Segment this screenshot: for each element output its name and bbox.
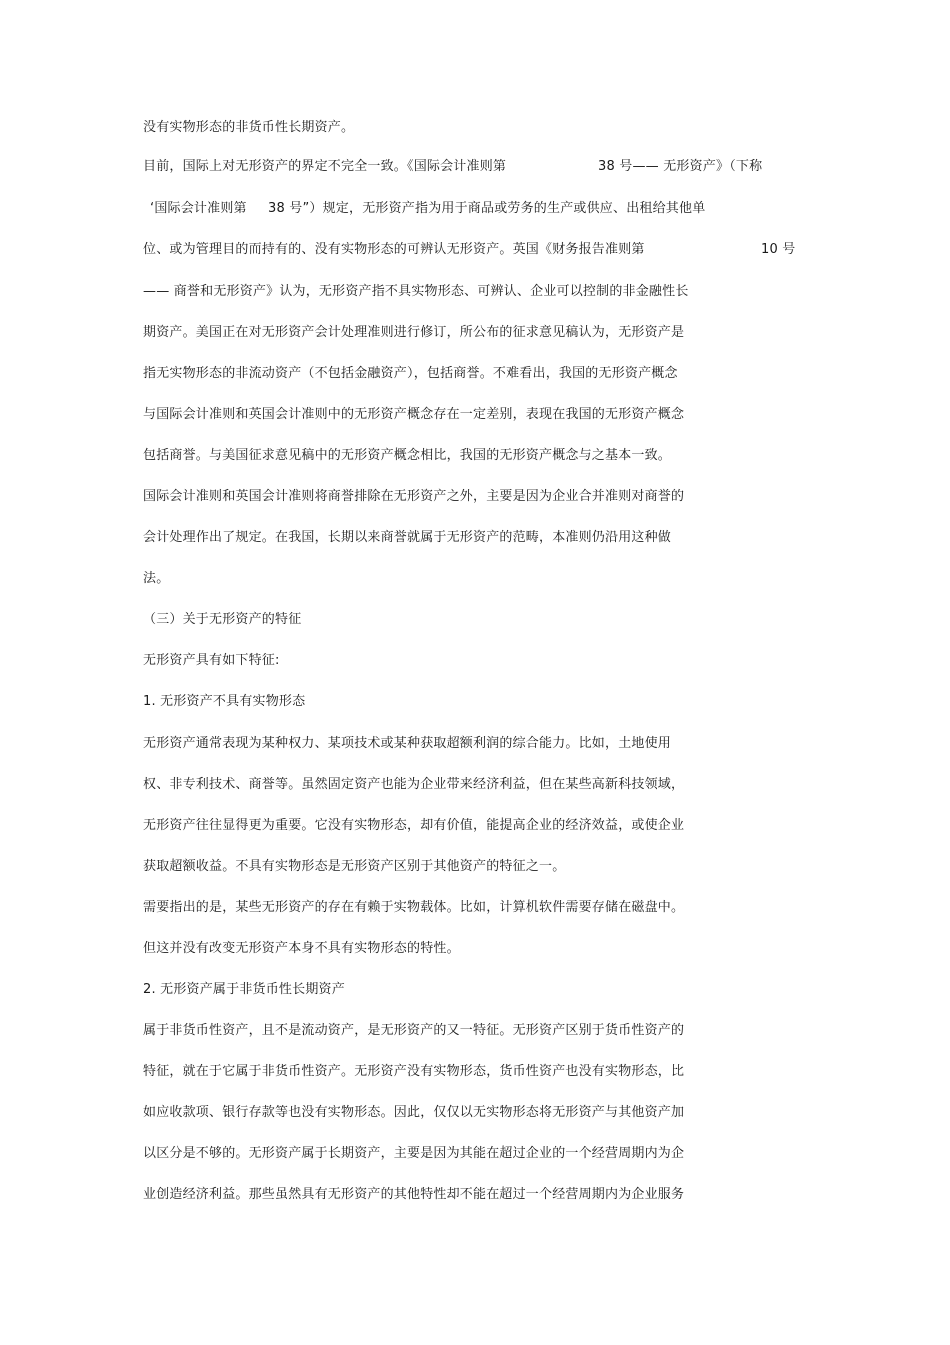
paragraph-line: 无形资产往往显得更为重要。它没有实物形态，却有价值，能提高企业的经济效益，或使企业 (143, 818, 685, 833)
paragraph-line: 没有实物形态的非货币性长期资产。 (143, 120, 355, 135)
paragraph-line: ‘国际会计准则第 (150, 201, 247, 216)
subsection-heading: 2. 无形资产属于非货币性长期资产 (143, 982, 345, 997)
paragraph-line: 但这并没有改变无形资产本身不具有实物形态的特性。 (143, 941, 460, 956)
paragraph-line: 如应收款项、银行存款等也没有实物形态。因此，仅仅以无实物形态将无形资产与其他资产加 (143, 1105, 685, 1120)
paragraph-line: 包括商誉。与美国征求意见稿中的无形资产概念相比，我国的无形资产概念与之基本一致。 (143, 448, 672, 463)
paragraph-line: 特征，就在于它属于非货币性资产。无形资产没有实物形态，货币性资产也没有实物形态，比 (143, 1064, 685, 1079)
paragraph-line: 权、非专利技术、商誉等。虽然固定资产也能为企业带来经济利益，但在某些高新科技领域， (143, 777, 685, 792)
paragraph-line: 无形资产具有如下特征: (143, 653, 280, 668)
paragraph-line: 无形资产通常表现为某种权力、某项技术或某种获取超额利润的综合能力。比如，土地使用 (143, 736, 672, 751)
paragraph-line: 指无实物形态的非流动资产（不包括金融资产），包括商誉。不难看出，我国的无形资产概念 (143, 366, 678, 381)
paragraph-line: 需要指出的是，某些无形资产的存在有赖于实物载体。比如，计算机软件需要存储在磁盘中。 (143, 900, 685, 915)
paragraph-line-segment: 38 号”）规定，无形资产指为用于商品或劳务的生产或供应、出租给其他单 (268, 201, 706, 216)
paragraph-line: 期资产。美国正在对无形资产会计处理准则进行修订，所公布的征求意见稿认为，无形资产是 (143, 325, 685, 340)
paragraph-line: 位、或为管理目的而持有的、没有实物形态的可辨认无形资产。英国《财务报告准则第 (143, 242, 645, 257)
paragraph-line: 法。 (143, 571, 170, 586)
paragraph-line: 会计处理作出了规定。在我国，长期以来商誉就属于无形资产的范畴，本准则仍沿用这种做 (143, 530, 672, 545)
paragraph-line: 目前，国际上对无形资产的界定不完全一致。《国际会计准则第 (143, 159, 507, 174)
paragraph-line: 业创造经济利益。那些虽然具有无形资产的其他特性却不能在超过一个经营周期内为企业服务 (143, 1187, 685, 1202)
paragraph-line: 获取超额收益。不具有实物形态是无形资产区别于其他资产的特征之一。 (143, 859, 566, 874)
section-heading: （三）关于无形资产的特征 (143, 612, 302, 627)
subsection-heading: 1. 无形资产不具有实物形态 (143, 694, 306, 709)
paragraph-line: —— 商誉和无形资产》认为，无形资产指不具实物形态、可辨认、企业可以控制的非金融性长 (143, 284, 689, 299)
paragraph-line: 与国际会计准则和英国会计准则中的无形资产概念存在一定差别，表现在我国的无形资产概念 (143, 407, 685, 422)
paragraph-line-segment: 38 号—— 无形资产》（下称 (598, 159, 763, 174)
paragraph-line: 属于非货币性资产，且不是流动资产，是无形资产的又一特征。无形资产区别于货币性资产的 (143, 1023, 685, 1038)
paragraph-line: 以区分是不够的。无形资产属于长期资产，主要是因为其能在超过企业的一个经营周期内为企 (143, 1146, 685, 1161)
paragraph-line: 国际会计准则和英国会计准则将商誉排除在无形资产之外，主要是因为企业合并准则对商誉的 (143, 489, 685, 504)
paragraph-line-segment: 10 号 (761, 242, 796, 257)
